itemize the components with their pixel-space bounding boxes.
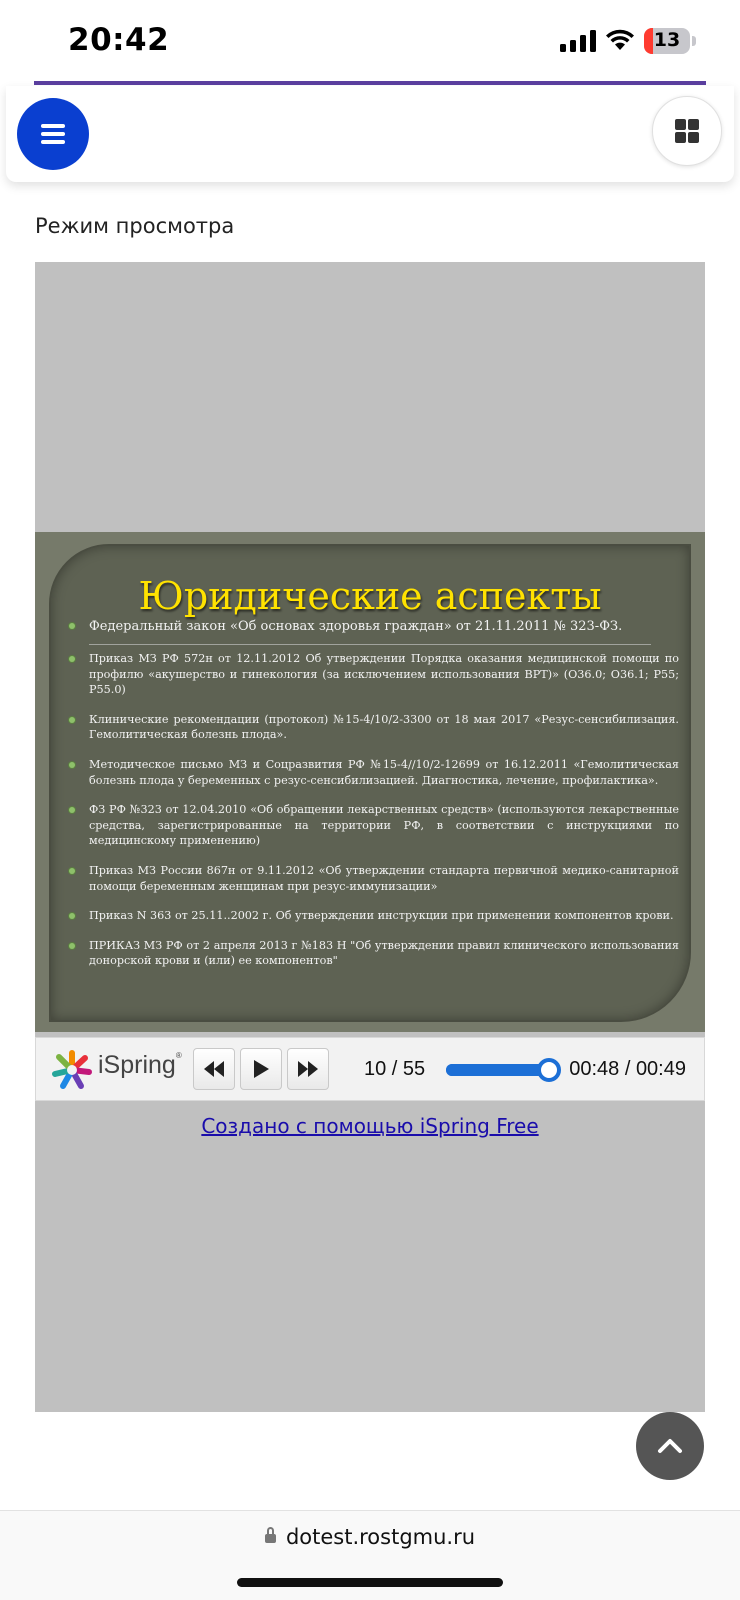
- accent-line: [34, 81, 706, 85]
- slide-bullet: [61, 757, 679, 788]
- bullet-icon: [69, 868, 75, 874]
- view-mode-label: Режим просмотра: [35, 214, 235, 238]
- site-header: [6, 86, 734, 182]
- battery-tip: [692, 36, 696, 46]
- presentation-player: [35, 262, 705, 1412]
- bullet-icon: [69, 656, 75, 662]
- slide-bullet: [61, 712, 679, 743]
- slide-bullet: [61, 938, 679, 969]
- made-with-ispring-link[interactable]: Создано с помощью iSpring Free: [201, 1114, 539, 1138]
- ispring-logo-icon: [50, 1048, 94, 1092]
- previous-slide-button[interactable]: [193, 1048, 235, 1090]
- slide-bullet: [61, 651, 679, 698]
- slide-divider: [89, 644, 651, 645]
- player-controls: [35, 1037, 705, 1101]
- slide-bullet: [61, 618, 679, 636]
- bullet-text: Методическое письмо МЗ и Соцразвития РФ №15-4//10/2-12699 от 16.12.2011 «Гемолитическая болезнь плода у беременных с резус-сенсибилизацией. Диагностика, лечение, профилактика».: [89, 757, 679, 787]
- battery-icon: [644, 28, 690, 54]
- slide-bullet: [61, 863, 679, 894]
- bullet-icon: [69, 623, 75, 629]
- play-icon: [253, 1060, 269, 1078]
- battery-level: 13: [653, 29, 681, 51]
- bullet-icon: [69, 807, 75, 813]
- status-bar: [0, 0, 740, 84]
- chevron-up-icon: [657, 1438, 683, 1454]
- slide-bullet-list: [61, 618, 679, 969]
- cellular-signal-icon: [560, 30, 596, 52]
- bullet-text: Федеральный закон «Об основах здоровья граждан» от 21.11.2011 № 323-ФЗ.: [89, 619, 623, 634]
- bullet-text: ФЗ РФ №323 от 12.04.2010 «Об обращении лекарственных средств» (используются лекарственные средства, зарегистрированные на территории РФ, в соответствии с инструкциями по медицинскому применению): [89, 803, 679, 848]
- slide-bullet: [61, 908, 679, 924]
- next-slide-button[interactable]: [287, 1048, 329, 1090]
- slide: [35, 532, 705, 1032]
- bullet-icon: [69, 913, 75, 919]
- bullet-icon: [69, 717, 75, 723]
- url-field[interactable]: [0, 1525, 740, 1549]
- progress-track[interactable]: [446, 1064, 551, 1076]
- bullet-text: Приказ МЗ РФ 572н от 12.11.2012 Об утверждении Порядка оказания медицинской помощи по профилю «акушерство и гинекология (за исключением использования ВРТ)» (О36.0; О36.1; Р55; Р55.0): [89, 652, 679, 697]
- bullet-icon: [69, 943, 75, 949]
- slide-panel: [49, 544, 691, 1022]
- progress-fill: [446, 1064, 549, 1076]
- apps-button[interactable]: [652, 96, 722, 166]
- ispring-brand: iSpring®: [98, 1051, 182, 1079]
- bullet-text: ПРИКАЗ МЗ РФ от 2 апреля 2013 г №183 Н "Об утверждении правил клинического использования донорской крови и (или) ее компонентов": [89, 938, 679, 968]
- status-time: 20:42: [68, 22, 170, 58]
- slide-title: Юридические аспекты: [138, 574, 602, 618]
- scroll-to-top-button[interactable]: [636, 1412, 704, 1480]
- progress-knob[interactable]: [537, 1058, 561, 1082]
- bullet-text: Клинические рекомендации (протокол) №15-4/10/2-3300 от 18 мая 2017 «Резус-сенсибилизация. Гемолитическая болезнь плода».: [89, 712, 679, 742]
- grid-icon: [675, 119, 699, 143]
- bullet-text: Приказ МЗ России 867н от 9.11.2012 «Об утверждении стандарта первичной медико-санитарной помощи беременным женщинам при резус-иммунизации»: [89, 863, 679, 893]
- bullet-icon: [69, 762, 75, 768]
- slide-counter: 10 / 55: [364, 1058, 426, 1080]
- hamburger-icon: [41, 124, 65, 144]
- wifi-icon: [604, 28, 636, 52]
- home-indicator: [237, 1578, 503, 1587]
- bullet-text: Приказ N 363 от 25.11..2002 г. Об утверждении инструкции при применении компонентов крови.: [89, 909, 674, 923]
- lock-icon: [265, 1534, 276, 1543]
- playback-time: 00:48 / 00:49: [569, 1058, 686, 1080]
- slide-bullet: [61, 802, 679, 849]
- fast-forward-icon: [298, 1061, 318, 1077]
- menu-button[interactable]: [17, 98, 89, 170]
- rewind-icon: [204, 1061, 224, 1077]
- play-button[interactable]: [240, 1048, 282, 1090]
- url-text: dotest.rostgmu.ru: [285, 1525, 476, 1549]
